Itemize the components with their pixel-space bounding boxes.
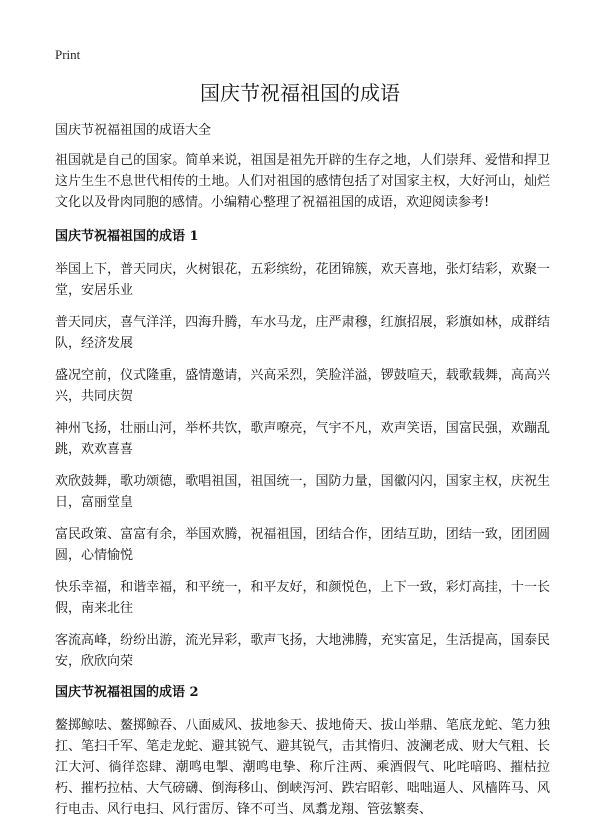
section-heading-text: 国庆节祝福祖国的成语	[55, 229, 186, 244]
idiom-paragraph: 盛况空前，仪式隆重，盛情邀请，兴高采烈，笑脸洋溢，锣鼓喧天，载歌载舞，高高兴兴，共同庆贺	[55, 368, 550, 404]
section-heading-number: 1	[189, 229, 199, 244]
page-subtitle: 国庆节祝福祖国的成语大全	[55, 123, 212, 138]
section-heading-1	[55, 227, 550, 247]
idiom-paragraph: 鳌掷鲸呿、鳌掷鲸吞、八面威风、拔地参天、拔地倚天、拔山举鼎、笔底龙蛇、笔力独扛、笔扫千军、笔走龙蛇、避其锐气、避其锐气，击其惰归、波澜老成、财大气粗、长江大河、徜徉恣肆、潮鸣电掣、潮鸣电挚、称斤注两、乘酒假气、叱咤喑呜、摧枯拉朽、摧朽拉枯、大气磅礴、倒海移山、倒峡泻河、跌宕昭彰、咄咄逼人、风樯阵马、风行电击、风行电扫、风行雷厉、锋不可当、凤翥龙翔、管弦繁奏、	[55, 718, 550, 817]
article-body	[55, 150, 550, 831]
idiom-paragraph: 欢欣鼓舞，歌功颂德，歌唱祖国，祖国统一，国防力量，国徽闪闪，国家主权，庆祝生日，富丽堂皇	[55, 474, 550, 510]
idiom-paragraph: 举国上下，普天同庆，火树银花，五彩缤纷，花团锦簇，欢天喜地，张灯结彩，欢聚一堂，安居乐业	[55, 262, 550, 298]
idiom-paragraph: 客流高峰，纷纷出游，流光异彩，歌声飞扬，大地沸腾，充实富足，生活提高，国泰民安，欣欣向荣	[55, 633, 550, 669]
section-heading-number: 2	[189, 685, 199, 700]
page-title: 国庆节祝福祖国的成语	[200, 81, 400, 105]
idiom-paragraph: 快乐幸福，和谐幸福，和平统一，和平友好，和颜悦色，上下一致，彩灯高挂，十一长假，南来北往	[55, 580, 550, 616]
intro-paragraph: 祖国就是自己的国家。简单来说，祖国是祖先开辟的生存之地，人们崇拜、爱惜和捍卫这片生生不息世代相传的土地。人们对祖国的感情包括了对国家主权，大好河山，灿烂文化以及骨肉同胞的感情。小编精心整理了祝福祖国的成语，欢迎阅读参考!	[55, 153, 550, 210]
print-link[interactable]: Print	[55, 47, 81, 62]
idiom-paragraph: 普天同庆，喜气洋洋，四海升腾，车水马龙，庄严肃穆，红旗招展，彩旗如林，成群结队，经济发展	[55, 315, 550, 351]
section-heading-2	[55, 683, 550, 703]
section-heading-text: 国庆节祝福祖国的成语	[55, 685, 186, 700]
idiom-paragraph: 神州飞扬，壮丽山河，举杯共饮，歌声嘹亮，气宇不凡，欢声笑语，国富民强，欢蹦乱跳，欢欢喜喜	[55, 421, 550, 457]
idiom-paragraph: 富民政策、富富有余，举国欢腾，祝福祖国，团结合作，团结互助，团结一致，团团圆圆，心情愉悦	[55, 527, 550, 563]
